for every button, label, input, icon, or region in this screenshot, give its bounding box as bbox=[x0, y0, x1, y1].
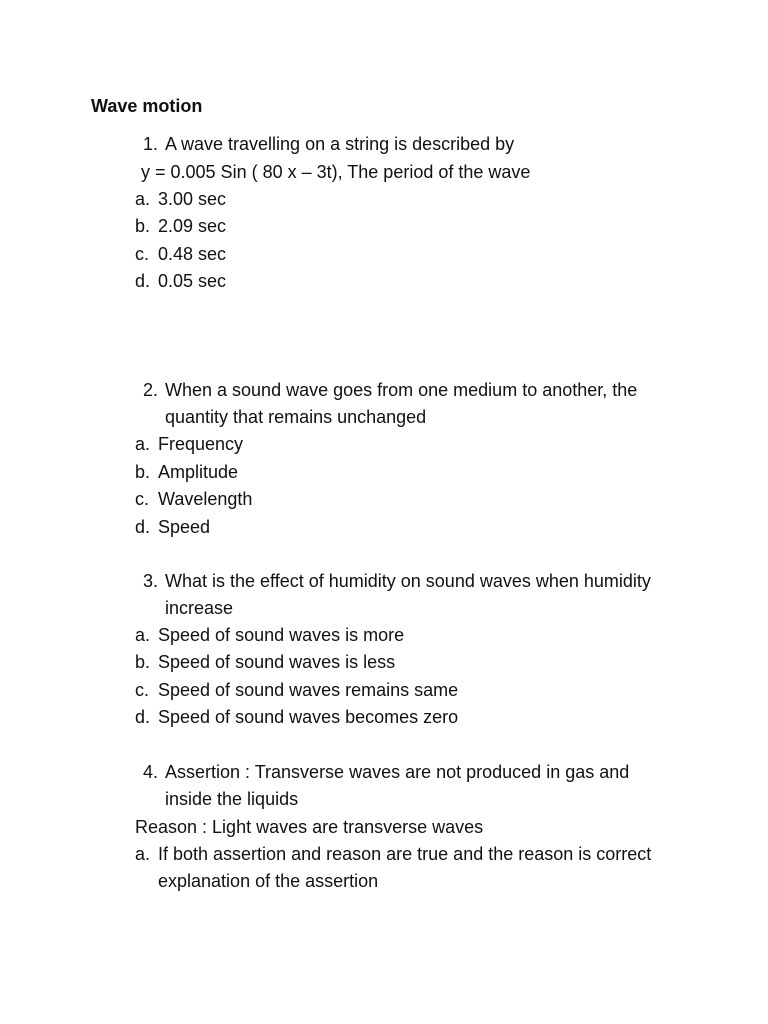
question-1-stem-line-1: 1. A wave travelling on a string is described by bbox=[143, 134, 515, 154]
question-2-stem-line-2: quantity that remains unchanged bbox=[165, 407, 427, 427]
question-2-option-a: a. Frequency bbox=[135, 434, 244, 454]
question-1-number: 1. bbox=[143, 134, 159, 154]
question-4-reason: Reason : Light waves are transverse waves bbox=[135, 817, 484, 837]
question-3-option-a: a. Speed of sound waves is more bbox=[135, 625, 405, 645]
question-4-number: 4. bbox=[143, 762, 159, 782]
question-3-stem-line-1: 3. What is the effect of humidity on sound waves when humidity bbox=[143, 571, 651, 591]
question-1-option-c: c. 0.48 sec bbox=[135, 244, 227, 264]
question-4-stem-line-2: inside the liquids bbox=[165, 789, 299, 809]
question-3-option-b: b. Speed of sound waves is less bbox=[135, 652, 396, 672]
question-2-number: 2. bbox=[143, 380, 159, 400]
question-1-stem-line-2: y = 0.005 Sin ( 80 x – 3t), The period of the wave bbox=[141, 162, 531, 182]
page-heading: Wave motion bbox=[91, 96, 203, 116]
question-2-option-b: b. Amplitude bbox=[135, 462, 239, 482]
question-1-option-d: d. 0.05 sec bbox=[135, 271, 227, 291]
question-1-option-a: a. 3.00 sec bbox=[135, 189, 227, 209]
question-3-number: 3. bbox=[143, 571, 159, 591]
question-3-stem-line-2: increase bbox=[165, 598, 234, 618]
question-2-stem-line-1: 2. When a sound wave goes from one medium to another, the bbox=[143, 380, 638, 400]
question-4-option-a-line-2: explanation of the assertion bbox=[158, 871, 379, 891]
question-2-option-c: c. Wavelength bbox=[135, 489, 253, 509]
question-4-stem-line-1: 4. Assertion : Transverse waves are not produced in gas and bbox=[143, 762, 630, 782]
question-1-option-b: b. 2.09 sec bbox=[135, 216, 227, 236]
question-3-option-c: c. Speed of sound waves remains same bbox=[135, 680, 459, 700]
question-4-option-a: a. If both assertion and reason are true and the reason is correct bbox=[135, 844, 652, 864]
question-3-option-d: d. Speed of sound waves becomes zero bbox=[135, 707, 459, 727]
question-2-option-d: d. Speed bbox=[135, 517, 211, 537]
